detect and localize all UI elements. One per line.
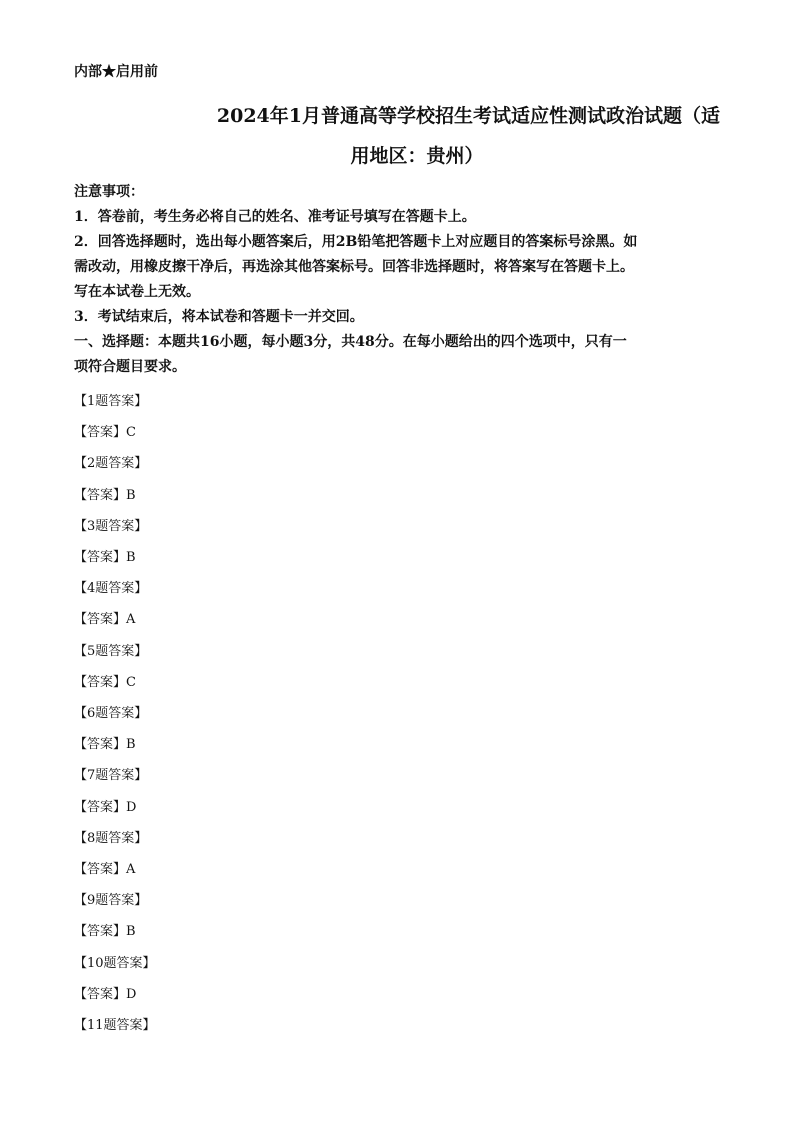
title-line-2: 用地区：贵州） [350, 145, 484, 167]
list-item: 【答案】C [74, 425, 136, 441]
list-item: 【答案】D [74, 799, 137, 815]
list-item: 【7题答案】 [74, 768, 148, 784]
notes-item-1: 1．答卷前，考生务必将自己的姓名、准考证号填写在答题卡上。 [74, 209, 476, 225]
internal-label: 内部★启用前 [74, 64, 158, 80]
list-item: 【答案】A [74, 862, 136, 878]
list-item: 【11题答案】 [74, 1018, 156, 1034]
notes-item-2-line-3: 写在本试卷上无效。 [74, 284, 200, 300]
list-item: 【答案】B [74, 924, 136, 940]
list-item: 【9题答案】 [74, 893, 148, 909]
section-heading-line-1: 一、选择题：本题共16小题，每小题3分，共48分。在每小题给出的四个选项中，只有一 [74, 334, 627, 350]
list-item: 【答案】B [74, 487, 136, 503]
list-item: 【4题答案】 [74, 581, 148, 597]
title-line-1: 2024年1月普通高等学校招生考试适应性测试政治试题（适 [216, 105, 720, 127]
list-item: 【答案】B [74, 550, 136, 566]
notes-section [74, 180, 720, 330]
list-item: 【10题答案】 [74, 955, 156, 971]
list-item: 【5题答案】 [74, 643, 148, 659]
notes-item-2-line-1: 2．回答选择题时，选出每小题答案后，用2B铅笔把答题卡上对应题目的答案标号涂黑。如 [74, 234, 638, 250]
section-heading-line-2: 项符合题目要求。 [74, 359, 186, 375]
list-item: 【答案】B [74, 737, 136, 753]
list-item: 【答案】C [74, 674, 136, 690]
list-item: 【2题答案】 [74, 456, 148, 472]
page-title [74, 96, 720, 176]
list-item: 【答案】D [74, 986, 137, 1002]
notes-item-2-line-2: 需改动，用橡皮擦干净后，再选涂其他答案标号。回答非选择题时，将答案写在答题卡上。 [74, 259, 634, 275]
list-item: 【1题答案】 [74, 394, 148, 409]
notes-item-3: 3．考试结束后，将本试卷和答题卡一并交回。 [74, 309, 364, 325]
answer-list [74, 386, 720, 1041]
list-item: 【答案】A [74, 612, 136, 628]
list-item: 【8题答案】 [74, 830, 148, 846]
notes-heading: 注意事项： [74, 184, 144, 200]
list-item: 【6题答案】 [74, 706, 148, 722]
list-item: 【3题答案】 [74, 518, 148, 534]
